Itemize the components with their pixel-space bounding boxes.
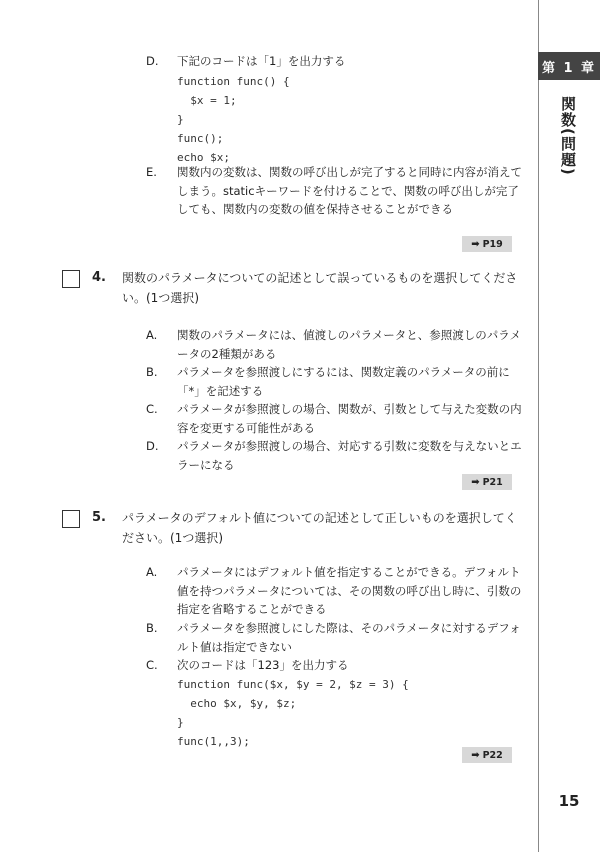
chapter-tab (538, 52, 600, 80)
chapter-title-paren-close: ) (559, 167, 577, 176)
question-number: 4. (92, 270, 106, 285)
code-line: $x = 1; (177, 94, 237, 107)
q3-option-d-code (146, 72, 526, 167)
q5-option-b (146, 619, 526, 656)
q4-option-c (146, 400, 526, 437)
option-text: パラメータを参照渡しにするには、関数定義のパラメータの前に「*」を記述する (177, 365, 510, 398)
right-arrow-icon: ➡ (471, 476, 480, 488)
option-text: 関数内の変数は、関数の呼び出しが完了すると同時に内容が消えてしまう。staticキーワードを付けることで、関数の呼び出しが完了しても、関数内の変数の値を保持させることができる (177, 165, 522, 216)
right-arrow-icon: ➡ (471, 238, 480, 250)
option-text: 下記のコードは「1」を出力する (177, 54, 346, 68)
answer-page-ref[interactable] (462, 474, 512, 490)
option-letter: C. (146, 402, 158, 416)
q4-option-d (146, 437, 526, 474)
option-text: パラメータが参照渡しの場合、関数が、引数として与えた変数の内容を変更する可能性がある (177, 402, 522, 435)
question-number: 5. (92, 510, 106, 525)
chapter-title-sub: 問題 (559, 135, 577, 168)
option-text: パラメータを参照渡しにした際は、そのパラメータに対するデフォルト値は指定できない (177, 621, 521, 654)
answer-checkbox-q4[interactable] (62, 270, 80, 288)
option-text: パラメータにはデフォルト値を指定することができる。デフォルト値を持つパラメータについては、その関数の呼び出し時に、引数の指定を省略することができる (177, 565, 522, 616)
option-letter: A. (146, 328, 158, 342)
option-letter: B. (146, 365, 158, 379)
code-line: echo $x, $y, $z; (177, 697, 297, 710)
ref-label: P19 (482, 238, 503, 250)
q5-option-c-code (146, 675, 526, 751)
code-line: } (177, 716, 184, 729)
question-text: パラメータのデフォルト値についての記述として正しいものを選択してください。(1つ選択) (122, 511, 517, 545)
option-letter: A. (146, 565, 158, 579)
q4-option-a (146, 326, 526, 363)
option-letter: C. (146, 658, 158, 672)
q3-option-e (146, 163, 526, 219)
option-text: 関数のパラメータには、値渡しのパラメータと、参照渡しのパラメータの2種類がある (177, 328, 521, 361)
answer-page-ref[interactable] (462, 236, 512, 252)
chapter-title-main: 関数 (559, 96, 577, 128)
option-letter: E. (146, 165, 157, 179)
page-number: 15 (558, 792, 580, 810)
q5-option-c (146, 656, 526, 675)
chapter-title (557, 96, 579, 176)
ref-label: P22 (482, 749, 503, 761)
code-line: func(); (177, 132, 224, 145)
ref-label: P21 (482, 476, 503, 488)
right-arrow-icon: ➡ (471, 749, 480, 761)
option-text: 次のコードは「123」を出力する (177, 658, 349, 672)
code-line: function func() { (177, 75, 290, 88)
code-line: func(1,,3); (177, 735, 250, 748)
answer-page-ref[interactable] (462, 747, 512, 763)
code-line: echo $x; (177, 151, 230, 164)
option-text: パラメータが参照渡しの場合、対応する引数に変数を与えないとエラーになる (177, 439, 522, 472)
chapter-label: 第 1 章 (541, 60, 597, 76)
page-edge-rule (538, 0, 539, 852)
code-line: } (177, 113, 184, 126)
option-letter: B. (146, 621, 158, 635)
q5-option-a (146, 563, 526, 619)
code-line: function func($x, $y = 2, $z = 3) { (177, 678, 409, 691)
q3-option-d (146, 52, 526, 71)
q4-option-b (146, 363, 526, 400)
question-text: 関数のパラメータについての記述として誤っているものを選択してください。(1つ選択) (122, 271, 518, 305)
chapter-title-paren-open: ( (559, 128, 577, 136)
option-letter: D. (146, 439, 159, 453)
answer-checkbox-q5[interactable] (62, 510, 80, 528)
option-letter: D. (146, 54, 159, 68)
